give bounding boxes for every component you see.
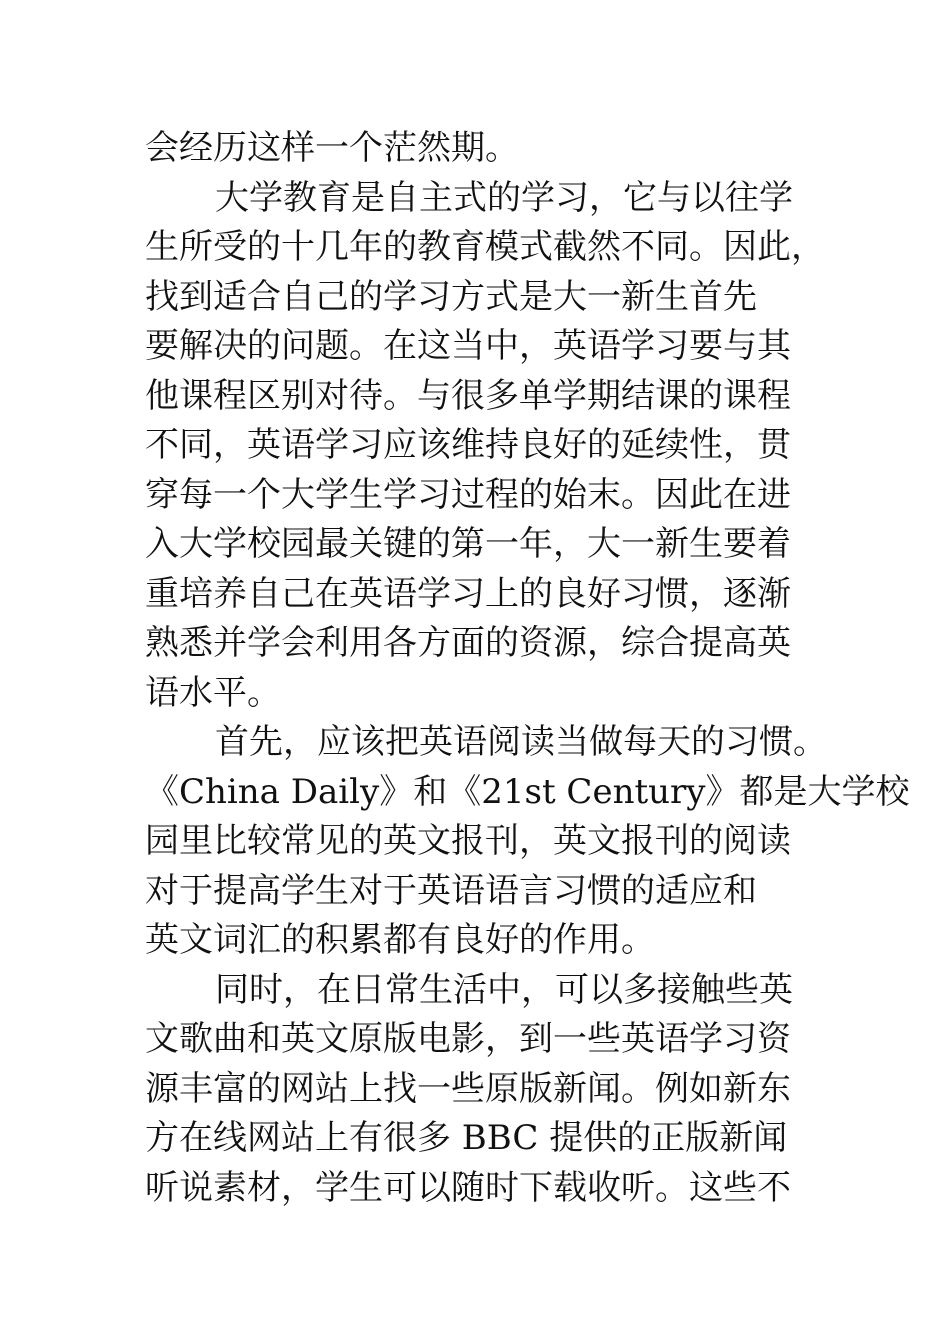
text-line: 听说素材，学生可以随时下载收听。这些不 (145, 1167, 791, 1208)
text-line: 英文词汇的积累都有良好的作用。 (145, 920, 655, 960)
paragraph-start-line: 同时，在日常生活中，可以多接触些英 (215, 969, 793, 1010)
text-line: 对于提高学生对于英语语言习惯的适应和 (145, 870, 757, 911)
text-line: 入大学校园最关键的第一年，大一新生要着 (145, 524, 791, 564)
text-line: 要解决的问题。在这当中，英语学习要与其 (145, 326, 791, 366)
text-line: 方在线网站上有很多 BBC 提供的正版新闻 (145, 1118, 788, 1158)
text-line: 生所受的十几年的教育模式截然不同。因此， (145, 227, 825, 267)
paragraph-start-line: 首先，应该把英语阅读当做每天的习惯。 (215, 722, 827, 762)
document-body (145, 124, 910, 1213)
text-line: 他课程区别对待。与很多单学期结课的课程 (145, 375, 791, 416)
text-line: 会经历这样一个茫然期。 (145, 128, 519, 168)
text-line: 熟悉并学会利用各方面的资源，综合提高英 (145, 623, 791, 663)
text-line: 不同，英语学习应该维持良好的延续性，贯 (145, 425, 791, 465)
text-line: 《China Daily》和《21st Century》都是大学校 (145, 771, 910, 812)
text-line: 找到适合自己的学习方式是大一新生首先 (145, 276, 757, 317)
text-line: 穿每一个大学生学习过程的始末。因此在进 (145, 474, 791, 515)
text-line: 语水平。 (145, 672, 281, 713)
text-line: 园里比较常见的英文报刊，英文报刊的阅读 (145, 821, 791, 861)
paragraph-start-line: 大学教育是自主式的学习，它与以往学 (215, 177, 793, 218)
text-line: 重培养自己在英语学习上的良好习惯，逐渐 (145, 573, 791, 614)
text-line: 文歌曲和英文原版电影，到一些英语学习资 (145, 1019, 791, 1059)
text-line: 源丰富的网站上找一些原版新闻。例如新东 (145, 1068, 791, 1109)
